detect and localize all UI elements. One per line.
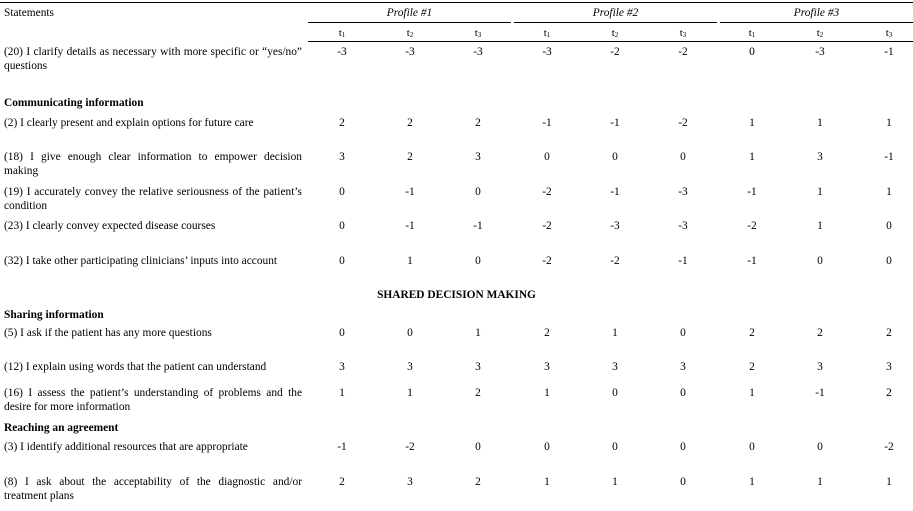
score-cell: 0 [544, 151, 550, 163]
score-cell: -1 [678, 255, 688, 267]
score-cell: 1 [612, 476, 618, 488]
score-cell: -1 [405, 220, 415, 232]
score-cell: 1 [544, 387, 550, 399]
score-cell: -1 [884, 151, 894, 163]
profile-3-header: Profile #3 [793, 7, 840, 19]
score-cell: 0 [680, 441, 686, 453]
score-cell: 3 [680, 361, 686, 373]
score-cell: 0 [680, 151, 686, 163]
time-subscript: 2 [614, 31, 619, 39]
time-label: t [611, 27, 615, 39]
score-cell: 0 [475, 441, 481, 453]
profile-2-rule [514, 22, 717, 23]
time-header-t3 [463, 27, 493, 42]
score-cell: 2 [475, 476, 481, 488]
score-cell: -2 [678, 46, 688, 58]
time-subscript: 1 [341, 31, 346, 39]
score-cell: 1 [886, 186, 892, 198]
statement-text: (12) I explain using words that the patient can understand [4, 361, 267, 373]
score-cell: 0 [612, 151, 618, 163]
profile-3-rule [720, 22, 913, 23]
profile-1-rule [308, 22, 511, 23]
score-cell: 2 [749, 327, 755, 339]
score-cell: -2 [542, 220, 552, 232]
score-cell: 0 [612, 387, 618, 399]
time-header-t2 [600, 27, 630, 42]
score-cell: 2 [886, 387, 892, 399]
time-subscript: 1 [751, 31, 756, 39]
statement-text: (19) I accurately convey the relative seriousness of the patient’s condition [4, 186, 302, 212]
score-cell: 3 [544, 361, 550, 373]
score-cell: 2 [886, 327, 892, 339]
score-cell: -2 [678, 117, 688, 129]
score-cell: -1 [610, 186, 620, 198]
statement-text: (8) I ask about the acceptability of the diagnostic and/or treatment plans [4, 476, 302, 502]
score-cell: 2 [407, 151, 413, 163]
score-cell: 0 [475, 255, 481, 267]
score-cell: -1 [884, 46, 894, 58]
score-cell: 0 [680, 476, 686, 488]
score-cell: -2 [747, 220, 757, 232]
time-header-t2 [805, 27, 835, 42]
score-cell: 1 [407, 387, 413, 399]
score-cell: 1 [749, 476, 755, 488]
score-cell: 0 [339, 255, 345, 267]
score-cell: 0 [680, 327, 686, 339]
time-label: t [885, 27, 889, 39]
time-label: t [748, 27, 752, 39]
score-cell: 2 [339, 476, 345, 488]
score-cell: -1 [747, 186, 757, 198]
statement-text: (3) I identify additional resources that are appropriate [4, 441, 248, 453]
score-cell: 1 [339, 387, 345, 399]
score-cell: 2 [817, 327, 823, 339]
score-cell: 1 [544, 476, 550, 488]
score-cell: 1 [817, 117, 823, 129]
time-label: t [816, 27, 820, 39]
time-header-t3 [668, 27, 698, 42]
time-label: t [474, 27, 478, 39]
score-cell: 0 [817, 255, 823, 267]
score-cell: 2 [475, 387, 481, 399]
statement-text: (23) I clearly convey expected disease courses [4, 220, 216, 232]
score-cell: 3 [339, 151, 345, 163]
score-cell: -3 [337, 46, 347, 58]
domain-heading: SHARED DECISION MAKING [377, 289, 536, 301]
score-cell: -3 [678, 186, 688, 198]
score-cell: -2 [610, 255, 620, 267]
score-cell: 3 [612, 361, 618, 373]
time-header-t2 [395, 27, 425, 42]
score-cell: -3 [473, 46, 483, 58]
score-cell: 1 [475, 327, 481, 339]
score-cell: 0 [817, 441, 823, 453]
score-cell: 1 [407, 255, 413, 267]
score-cell: 2 [407, 117, 413, 129]
statements-header: Statements [4, 7, 54, 19]
statement-text: (18) I give enough clear information to empower decision making [4, 151, 302, 177]
score-cell: 0 [749, 46, 755, 58]
time-label: t [543, 27, 547, 39]
score-cell: -1 [337, 441, 347, 453]
score-cell: -3 [542, 46, 552, 58]
score-cell: 0 [749, 441, 755, 453]
score-cell: 1 [612, 327, 618, 339]
statement-text: (32) I take other participating clinicians’ inputs into account [4, 255, 278, 267]
score-cell: -1 [610, 117, 620, 129]
score-cell: -1 [815, 387, 825, 399]
score-cell: 0 [475, 186, 481, 198]
score-cell: 0 [339, 186, 345, 198]
score-cell: 0 [612, 441, 618, 453]
time-header-t3 [874, 27, 904, 42]
score-cell: 3 [475, 151, 481, 163]
section-heading: Communicating information [4, 97, 144, 109]
score-cell: 3 [817, 361, 823, 373]
score-cell: 1 [817, 186, 823, 198]
score-cell: 2 [749, 361, 755, 373]
score-cell: 2 [544, 327, 550, 339]
score-cell: 1 [817, 220, 823, 232]
score-cell: 3 [339, 361, 345, 373]
score-cell: -3 [610, 220, 620, 232]
score-cell: -1 [542, 117, 552, 129]
score-cell: -3 [678, 220, 688, 232]
score-cell: -1 [747, 255, 757, 267]
score-cell: -2 [884, 441, 894, 453]
time-header-t1 [532, 27, 562, 42]
score-cell: 3 [407, 476, 413, 488]
time-label: t [679, 27, 683, 39]
score-cell: -2 [610, 46, 620, 58]
time-subscript: 3 [477, 31, 482, 39]
header-top-rule [0, 2, 913, 3]
score-cell: 0 [886, 255, 892, 267]
time-label: t [406, 27, 410, 39]
statement-text: (5) I ask if the patient has any more questions [4, 327, 212, 339]
score-cell: -1 [473, 220, 483, 232]
header-bottom-rule [308, 41, 913, 42]
score-cell: 1 [749, 387, 755, 399]
score-cell: 2 [475, 117, 481, 129]
score-cell: 0 [886, 220, 892, 232]
statement-text: (2) I clearly present and explain options for future care [4, 117, 254, 129]
profile-1-header: Profile #1 [386, 7, 433, 19]
time-subscript: 2 [409, 31, 414, 39]
time-subscript: 3 [888, 31, 893, 39]
time-label: t [338, 27, 342, 39]
time-header-t1 [737, 27, 767, 42]
statement-text: (16) I assess the patient’s understanding of problems and the desire for more information [4, 387, 302, 413]
score-cell: -2 [542, 186, 552, 198]
time-subscript: 1 [546, 31, 551, 39]
score-cell: 3 [407, 361, 413, 373]
score-cell: 1 [886, 476, 892, 488]
time-subscript: 2 [819, 31, 824, 39]
section-heading: Reaching an agreement [4, 422, 119, 434]
score-cell: 2 [339, 117, 345, 129]
score-cell: 3 [475, 361, 481, 373]
score-cell: -1 [405, 186, 415, 198]
score-cell: 1 [749, 117, 755, 129]
score-cell: -2 [405, 441, 415, 453]
score-cell: -3 [815, 46, 825, 58]
score-cell: 0 [407, 327, 413, 339]
score-cell: 1 [817, 476, 823, 488]
score-cell: 3 [886, 361, 892, 373]
section-heading: Sharing information [4, 309, 104, 321]
time-subscript: 3 [682, 31, 687, 39]
score-cell: 3 [817, 151, 823, 163]
score-cell: 1 [749, 151, 755, 163]
score-cell: 0 [680, 387, 686, 399]
score-cell: 0 [339, 327, 345, 339]
score-cell: -3 [405, 46, 415, 58]
score-cell: 0 [544, 441, 550, 453]
score-cell: 1 [886, 117, 892, 129]
profile-2-header: Profile #2 [592, 7, 639, 19]
score-cell: 0 [339, 220, 345, 232]
score-cell: -2 [542, 255, 552, 267]
time-header-t1 [327, 27, 357, 42]
statement-text: (20) I clarify details as necessary with more specific or “yes/no” questions [4, 46, 302, 72]
